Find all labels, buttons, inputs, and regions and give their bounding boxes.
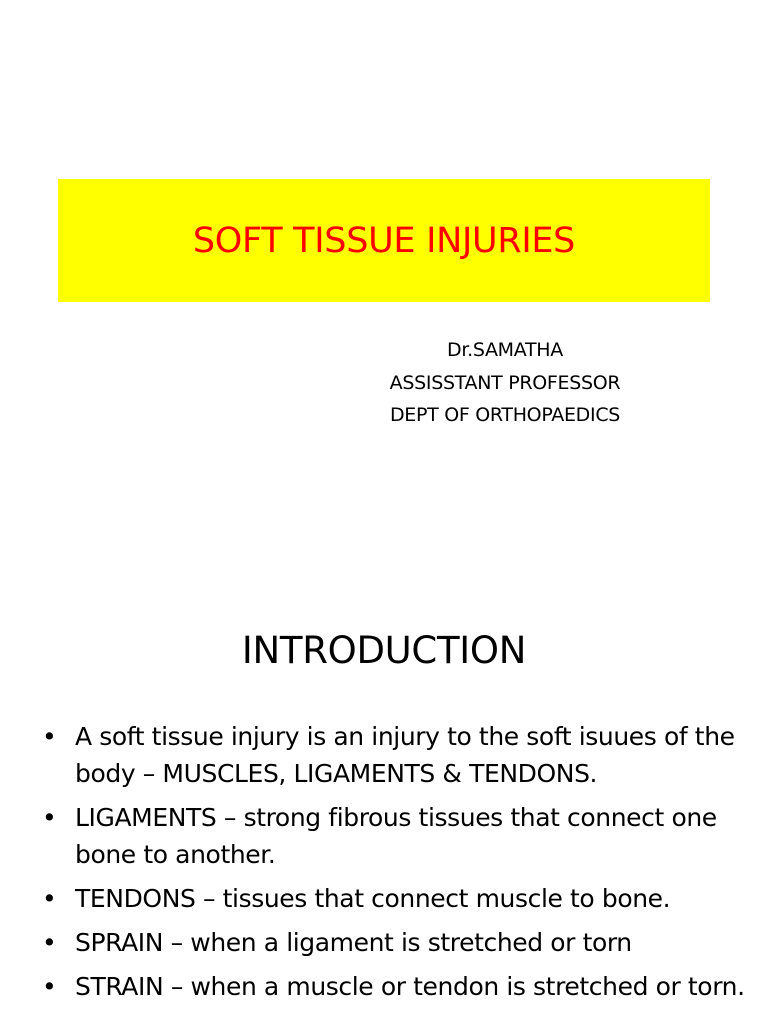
- bullet-icon: •: [42, 803, 57, 832]
- bullet-item: [42, 924, 752, 961]
- author-department: DEPT OF ORTHOPAEDICS: [389, 404, 621, 426]
- bullet-text: TENDONS – tissues that connect muscle to bone.: [75, 884, 671, 913]
- bullet-text: STRAIN – when a muscle or tendon is stretched or torn.: [75, 972, 745, 1001]
- bullet-list: [42, 718, 752, 1012]
- bullet-text: A soft tissue injury is an injury to the soft isuues of the body – MUSCLES, LIGAMENTS & TENDONS.: [75, 722, 735, 788]
- bullet-item: [42, 968, 752, 1005]
- slide-title: SOFT TISSUE INJURIES: [192, 220, 576, 261]
- bullet-icon: •: [42, 928, 57, 957]
- bullet-text: LIGAMENTS – strong fibrous tissues that connect one bone to another.: [75, 803, 717, 869]
- bullet-icon: •: [42, 722, 57, 751]
- bullet-icon: •: [42, 972, 57, 1001]
- slide-heading: INTRODUCTION: [241, 629, 527, 672]
- title-banner: [58, 179, 710, 302]
- author-block: [355, 334, 655, 432]
- introduction-slide: [0, 576, 768, 1024]
- bullet-text: SPRAIN – when a ligament is stretched or torn: [75, 928, 632, 957]
- author-name: Dr.SAMATHA: [447, 339, 563, 361]
- bullet-item: [42, 799, 752, 873]
- bullet-icon: •: [42, 884, 57, 913]
- bullet-item: [42, 880, 752, 917]
- bullet-item: [42, 718, 752, 792]
- author-position: ASSISSTANT PROFESSOR: [389, 371, 621, 394]
